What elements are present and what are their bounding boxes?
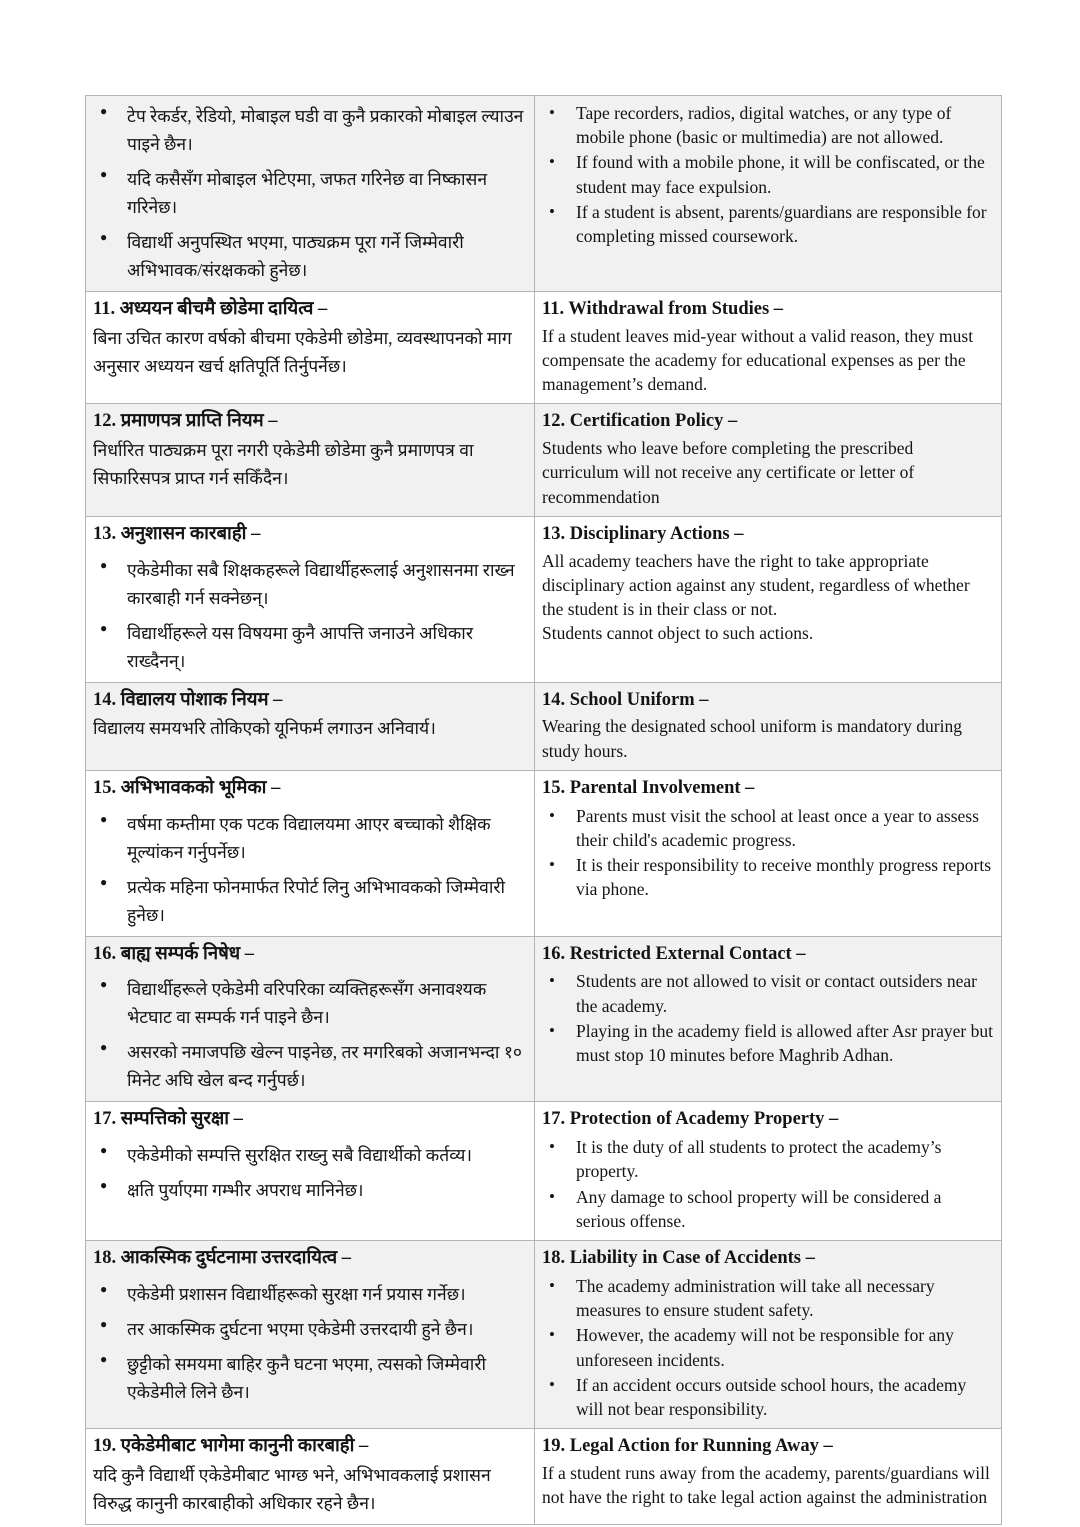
rule-bullet-item <box>542 1373 993 1421</box>
nepali-cell <box>86 292 535 404</box>
nepali-cell <box>86 96 535 292</box>
nepali-cell <box>86 516 535 682</box>
rule-row <box>86 1241 1002 1429</box>
rule-heading-en: 19. Legal Action for Running Away – <box>542 1436 833 1457</box>
rule-bullet-text-np: एकेडेमीको सम्पत्ति सुरक्षित राख्नु सबै विद्यार्थीको कर्तव्य। <box>127 1145 472 1166</box>
bullet-marker-icon: ● <box>100 1178 108 1193</box>
rule-bullet-text-np: असरको नमाजपछि खेल्न पाइनेछ, तर मगरिबको अजानभन्दा १० मिनेट अघि खेल बन्द गर्नुपर्छ। <box>127 1042 523 1091</box>
rule-heading-np: 17. सम्पत्तिको सुरक्षा – <box>93 1109 243 1130</box>
rule-bullet-text-np: वर्षमा कम्तीमा एक पटक विद्यालयमा आएर बच्चाको शैक्षिक मूल्यांकन गर्नुपर्नेछ। <box>127 813 491 862</box>
rule-bullet-item <box>93 1176 526 1204</box>
rule-row <box>86 936 1002 1102</box>
rule-bullet-text-np: एकेडेमीका सबै शिक्षकहरूले विद्यार्थीहरूलाई अनुशासनमा राख्न कारबाही गर्न सक्नेछन्। <box>127 559 515 608</box>
nepali-cell <box>86 404 535 516</box>
bullet-marker-icon: ● <box>100 1281 108 1296</box>
rule-bullet-item <box>542 200 993 248</box>
rule-paragraph-en: Wearing the designated school uniform is mandatory during study hours. <box>542 716 962 761</box>
rule-bullet-item <box>542 969 993 1017</box>
bullet-marker-icon: ● <box>100 977 108 992</box>
rule-heading-en: 17. Protection of Academy Property – <box>542 1109 839 1130</box>
nepali-cell <box>86 682 535 770</box>
rule-bullet-text-en: However, the academy will not be responsible for any unforeseen incidents. <box>576 1325 954 1370</box>
rule-paragraph-en: If a student leaves mid-year without a valid reason, they must compensate the academy for educational expenses as per the management’s demand. <box>542 325 974 395</box>
rule-bullet-text-np: विद्यार्थीहरूले एकेडेमी वरिपरिका व्यक्तिहरूसँग अनावश्यक भेटघाट वा सम्पर्क गर्न पाइने छैन। <box>127 979 487 1028</box>
rule-heading-en: 12. Certification Policy – <box>542 411 738 432</box>
english-cell <box>535 1429 1002 1525</box>
rule-bullet-item <box>93 810 526 866</box>
bullet-marker-icon: • <box>549 1325 555 1345</box>
rule-bullet-item <box>93 165 526 221</box>
rule-heading-np: 13. अनुशासन कारबाही – <box>93 523 261 544</box>
rule-heading-en: 15. Parental Involvement – <box>542 777 755 798</box>
rule-bullet-item <box>93 228 526 284</box>
rule-bullet-item <box>93 1038 526 1094</box>
rule-paragraph-en: Students who leave before completing the prescribed curriculum will not receive any certificate or letter of recommendation <box>542 438 915 507</box>
rule-paragraph-en: Students cannot object to such actions. <box>542 623 814 644</box>
rule-heading-en: 11. Withdrawal from Studies – <box>542 299 784 319</box>
rule-bullet-item <box>93 1350 526 1406</box>
english-cell <box>535 96 1002 292</box>
rule-bullet-item <box>542 1185 993 1233</box>
rule-bullet-item <box>93 556 526 612</box>
english-cell <box>535 516 1002 682</box>
rule-bullet-text-en: Students are not allowed to visit or contact outsiders near the academy. <box>576 971 977 1016</box>
rule-bullet-text-np: एकेडेमी प्रशासन विद्यार्थीहरूको सुरक्षा गर्न प्रयास गर्नेछ। <box>127 1283 466 1304</box>
rule-heading-np: 15. अभिभावकको भूमिका – <box>93 777 281 798</box>
bullet-marker-icon: ● <box>100 230 108 244</box>
bullet-marker-icon: ● <box>100 167 108 181</box>
rule-heading-np: 19. एकेडेमीबाट भागेमा कानुनी कारबाही – <box>93 1436 369 1457</box>
nepali-cell <box>86 936 535 1102</box>
rule-row <box>86 292 1002 404</box>
rule-row <box>86 1102 1002 1241</box>
rule-heading-en: 16. Restricted External Contact – <box>542 943 806 964</box>
rule-bullet-text-en: If found with a mobile phone, it will be confiscated, or the student may face expulsion. <box>576 152 985 197</box>
rule-bullet-text-en: If a student is absent, parents/guardians are responsible for completing missed coursework. <box>576 201 987 247</box>
bullet-marker-icon: • <box>549 103 555 122</box>
rule-bullet-text-en: Any damage to school property will be considered a serious offense. <box>576 1186 942 1231</box>
bullet-marker-icon: • <box>549 971 555 991</box>
english-cell <box>535 1102 1002 1241</box>
rule-bullet-text-en: Playing in the academy field is allowed after Asr prayer but must stop 10 minutes before Maghrib Adhan. <box>576 1020 993 1066</box>
rule-bullet-text-np: विद्यार्थीहरूले यस विषयमा कुनै आपत्ति जनाउने अधिकार राख्दैनन्। <box>127 622 473 671</box>
rule-row <box>86 404 1002 516</box>
rule-heading-np: 16. बाह्य सम्पर्क निषेध – <box>93 943 255 964</box>
english-cell <box>535 404 1002 516</box>
rule-bullet-item <box>542 853 993 901</box>
rule-bullet-text-en: It is the duty of all students to protect the academy’s property. <box>576 1137 942 1182</box>
rule-heading-en: 14. School Uniform – <box>542 689 709 710</box>
bullet-marker-icon: ● <box>100 620 108 635</box>
rule-bullet-text-np: प्रत्येक महिना फोनमार्फत रिपोर्ट लिनु अभिभावकको जिम्मेवारी हुनेछ। <box>127 876 506 925</box>
bullet-marker-icon: • <box>549 855 555 875</box>
bullet-marker-icon: • <box>549 805 555 825</box>
bullet-marker-icon: • <box>549 152 555 172</box>
bullet-marker-icon: ● <box>100 1316 108 1331</box>
rule-row <box>86 96 1002 292</box>
bullet-marker-icon: ● <box>100 1143 108 1158</box>
english-cell <box>535 682 1002 770</box>
rule-paragraph-en: All academy teachers have the right to take appropriate disciplinary action against any student, regardless of whether the student is in their class or not. <box>542 550 970 620</box>
bullet-marker-icon: • <box>549 201 555 221</box>
rule-bullet-item <box>542 804 993 852</box>
rule-paragraph-en: If a student runs away from the academy, parents/guardians will not have the right to take legal action against the administration <box>542 1462 990 1508</box>
nepali-cell <box>86 1429 535 1525</box>
bullet-marker-icon: • <box>549 1186 555 1206</box>
rule-row <box>86 682 1002 770</box>
rule-paragraph-np: निर्धारित पाठ्यक्रम पूरा नगरी एकेडेमी छोडेमा कुनै प्रमाणपत्र वा सिफारिसपत्र प्राप्त गर्न सकिँदैन। <box>93 440 474 489</box>
rule-bullet-text-en: It is their responsibility to receive monthly progress reports via phone. <box>576 855 992 900</box>
rule-heading-en: 18. Liability in Case of Accidents – <box>542 1248 815 1269</box>
bullet-marker-icon: ● <box>100 811 108 826</box>
rule-bullet-text-en: Parents must visit the school at least once a year to assess their child's academic progress. <box>576 805 979 850</box>
rule-bullet-item <box>93 1280 526 1308</box>
rule-row <box>86 516 1002 682</box>
rule-bullet-text-en: If an accident occurs outside school hours, the academy will not bear responsibility. <box>576 1374 967 1419</box>
english-cell <box>535 1241 1002 1429</box>
nepali-cell <box>86 1241 535 1429</box>
rule-bullet-text-np: छुट्टीको समयमा बाहिर कुनै घटना भएमा, त्यसको जिम्मेवारी एकेडेमीले लिने छैन। <box>127 1353 487 1402</box>
rule-bullet-text-np: विद्यार्थी अनुपस्थित भएमा, पाठ्यक्रम पूरा गर्ने जिम्मेवारी अभिभावक/संरक्षकको हुनेछ। <box>127 232 464 280</box>
rule-heading-np: 12. प्रमाणपत्र प्राप्ति नियम – <box>93 411 278 432</box>
rules-table-body <box>86 96 1002 1525</box>
bullet-marker-icon: ● <box>100 557 108 572</box>
nepali-cell <box>86 1102 535 1241</box>
rule-bullet-text-en: Tape recorders, radios, digital watches, or any type of mobile phone (basic or multimedia) are not allowed. <box>576 103 952 148</box>
english-cell <box>535 770 1002 936</box>
rule-heading-np: 18. आकस्मिक दुर्घटनामा उत्तरदायित्व – <box>93 1248 352 1269</box>
bullet-marker-icon: • <box>549 1275 555 1295</box>
rule-row <box>86 770 1002 936</box>
rule-bullet-text-np: यदि कसैसँग मोबाइल भेटिएमा, जफत गरिनेछ वा निष्कासन गरिनेछ। <box>127 169 488 217</box>
rule-row <box>86 1429 1002 1525</box>
bullet-marker-icon: ● <box>100 104 108 118</box>
bullet-marker-icon: ● <box>100 1040 108 1055</box>
bullet-marker-icon: • <box>549 1374 555 1394</box>
rule-bullet-item <box>542 1019 993 1067</box>
english-cell <box>535 936 1002 1102</box>
bullet-marker-icon: • <box>549 1137 555 1157</box>
rule-bullet-text-en: The academy administration will take all necessary measures to ensure student safety. <box>576 1275 935 1321</box>
rule-bullet-item <box>542 150 993 198</box>
rule-bullet-item <box>542 101 993 149</box>
nepali-cell <box>86 770 535 936</box>
rule-bullet-item <box>542 1135 993 1183</box>
rule-bullet-item <box>93 975 526 1031</box>
rule-paragraph-np: बिना उचित कारण वर्षको बीचमा एकेडेमी छोडेमा, व्यवस्थापनको माग अनुसार अध्ययन खर्च क्षतिपूर्ति तिर्नुपर्नेछ। <box>93 327 512 376</box>
english-cell <box>535 292 1002 404</box>
bullet-marker-icon: ● <box>100 1351 108 1366</box>
bullet-marker-icon: ● <box>100 874 108 889</box>
rule-heading-en: 13. Disciplinary Actions – <box>542 523 744 544</box>
rule-bullet-item <box>93 873 526 929</box>
rule-bullet-item <box>93 102 526 158</box>
rule-heading-np: 14. विद्यालय पोशाक नियम – <box>93 689 283 710</box>
rule-bullet-item <box>542 1274 993 1322</box>
rule-bullet-item <box>93 1315 526 1343</box>
rule-bullet-text-np: तर आकस्मिक दुर्घटना भएमा एकेडेमी उत्तरदायी हुने छैन। <box>127 1318 474 1339</box>
bullet-marker-icon: • <box>549 1020 555 1040</box>
rule-bullet-item <box>93 619 526 675</box>
rule-heading-np: 11. अध्ययन बीचमै छोडेमा दायित्व – <box>93 299 328 319</box>
rule-bullet-text-np: टेप रेकर्डर, रेडियो, मोबाइल घडी वा कुनै प्रकारको मोबाइल ल्याउन पाइने छैन। <box>127 106 524 154</box>
rule-bullet-item <box>542 1323 993 1371</box>
rule-bullet-item <box>93 1141 526 1169</box>
rule-bullet-text-np: क्षति पुर्याएमा गम्भीर अपराध मानिनेछ। <box>127 1180 364 1201</box>
rule-paragraph-np: यदि कुनै विद्यार्थी एकेडेमीबाट भाग्छ भने, अभिभावकलाई प्रशासन विरुद्ध कानुनी कारबाहीको अधिकार रहने छैन। <box>93 1464 491 1513</box>
rule-paragraph-np: विद्यालय समयभरि तोकिएको यूनिफर्म लगाउन अनिवार्य। <box>93 718 436 739</box>
rules-table <box>85 95 1002 1525</box>
